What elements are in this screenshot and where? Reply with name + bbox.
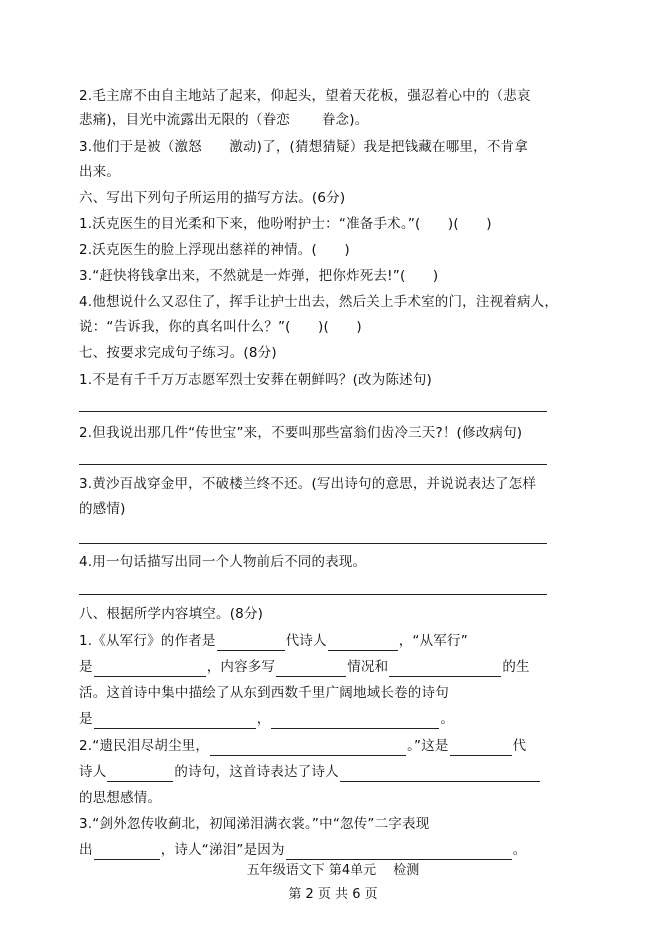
- fill-blank[interactable]: [276, 661, 346, 677]
- q8-item-1-line3: 活。这首诗中集中描绘了从东到西数千里广阔地域长卷的诗句: [79, 685, 449, 701]
- q7-item-4: 4.用一句话描写出同一个人物前后不同的表现。: [79, 554, 367, 570]
- q8-heading: 八、根据所学内容填空。(8分): [79, 606, 264, 622]
- answer-line-3[interactable]: [79, 543, 547, 544]
- text: ，: [256, 711, 271, 727]
- text: ，诗人“涕泪”是因为: [160, 842, 285, 858]
- fill-blank[interactable]: [450, 740, 512, 756]
- q6-item-1: 1.沃克医生的目光柔和下来，他吩咐护士：“准备手术。”( )( ): [79, 216, 492, 232]
- footer-subject: 五年级语文下 第4单元 检测: [246, 863, 420, 878]
- text: 的生: [502, 659, 530, 675]
- q8-item-3-line2: [79, 840, 526, 860]
- text: 的诗句，这首诗表达了诗人: [174, 764, 339, 780]
- q8-item-1-line2: [79, 657, 530, 677]
- text: 代: [512, 738, 527, 754]
- text: 代诗人: [285, 633, 327, 649]
- q6-item-4-line2: 说：“告诉我，你的真名叫什么？”( )( ): [79, 319, 362, 335]
- text: 2.“遗民泪尽胡尘里，: [79, 738, 210, 754]
- q6-heading: 六、写出下列句子所运用的描写方法。(6分): [79, 190, 346, 206]
- fill-blank[interactable]: [94, 844, 160, 860]
- q6-item-2: 2.沃克医生的脸上浮现出慈祥的神情。( ): [79, 242, 350, 258]
- text: 。: [512, 842, 527, 858]
- page-number: 第 2 页 共 6 页: [288, 887, 378, 902]
- text: 是: [79, 659, 93, 675]
- q5-item2-line2: 悲痛)，目光中流露出无限的（眷恋 眷念)。: [79, 112, 369, 128]
- q8-item-2-line3: 的思想感情。: [79, 790, 162, 806]
- q6-item-3: 3.“赶快将钱拿出来，不然就是一炸弹，把你炸死去!”( ): [79, 268, 439, 284]
- q7-heading: 七、按要求完成句子练习。(8分): [79, 345, 277, 361]
- text: 诗人: [79, 764, 107, 780]
- text: 是: [79, 711, 93, 727]
- text: 情况和: [347, 659, 389, 675]
- fill-blank[interactable]: [107, 766, 173, 782]
- q6-item-4-line1: 4.他想说什么又忍住了，挥手让护士出去，然后关上手术室的门，注视着病人，: [79, 294, 559, 310]
- fill-blank[interactable]: [271, 713, 439, 729]
- fill-blank[interactable]: [340, 766, 540, 782]
- q8-item-1-line1: [79, 631, 468, 651]
- fill-blank[interactable]: [286, 844, 512, 860]
- fill-blank[interactable]: [94, 661, 206, 677]
- q8-item-2-line1: [79, 736, 526, 756]
- q8-item-2-line2: [79, 762, 541, 782]
- text: ，内容多写: [206, 659, 276, 675]
- text: 1.《从军行》的作者是: [79, 633, 216, 649]
- q7-item-3-line2: 的感情): [79, 501, 126, 517]
- text: ，“从军行”: [398, 633, 468, 649]
- q5-item2-line1: 2.毛主席不由自主地站了起来，仰起头，望着天花板，强忍着心中的（悲哀: [79, 88, 531, 104]
- q7-item-1: 1.不是有千千万万志愿军烈士安葬在朝鲜吗？(改为陈述句): [79, 372, 433, 388]
- q7-item-3-line1: 3.黄沙百战穿金甲，不破楼兰终不还。(写出诗句的意思，并说说表达了怎样: [79, 476, 537, 492]
- text: 。: [440, 711, 455, 727]
- answer-line-2[interactable]: [79, 464, 547, 465]
- q5-item3-line2: 出来。: [79, 164, 121, 180]
- answer-line-1[interactable]: [79, 411, 547, 412]
- fill-blank[interactable]: [217, 635, 285, 651]
- fill-blank[interactable]: [94, 713, 256, 729]
- fill-blank[interactable]: [210, 740, 406, 756]
- q8-item-3-line1: 3.“剑外忽传收蓟北，初闻涕泪满衣裳。”中“忽传”二字表现: [79, 816, 430, 832]
- q8-item-1-line4: [79, 709, 454, 729]
- fill-blank[interactable]: [328, 635, 398, 651]
- q7-item-2: 2.但我说出那几件“传世宝”来，不要叫那些富翁们齿冷三天?！(修改病句): [79, 425, 523, 441]
- q5-item3-line1: 3.他们于是被（激怒 激动)了，(猜想猜疑）我是把钱藏在哪里，不肯拿: [79, 139, 528, 155]
- text: 出: [79, 842, 93, 858]
- answer-line-4[interactable]: [79, 594, 547, 595]
- fill-blank[interactable]: [389, 661, 501, 677]
- text: 。”这是: [407, 738, 449, 754]
